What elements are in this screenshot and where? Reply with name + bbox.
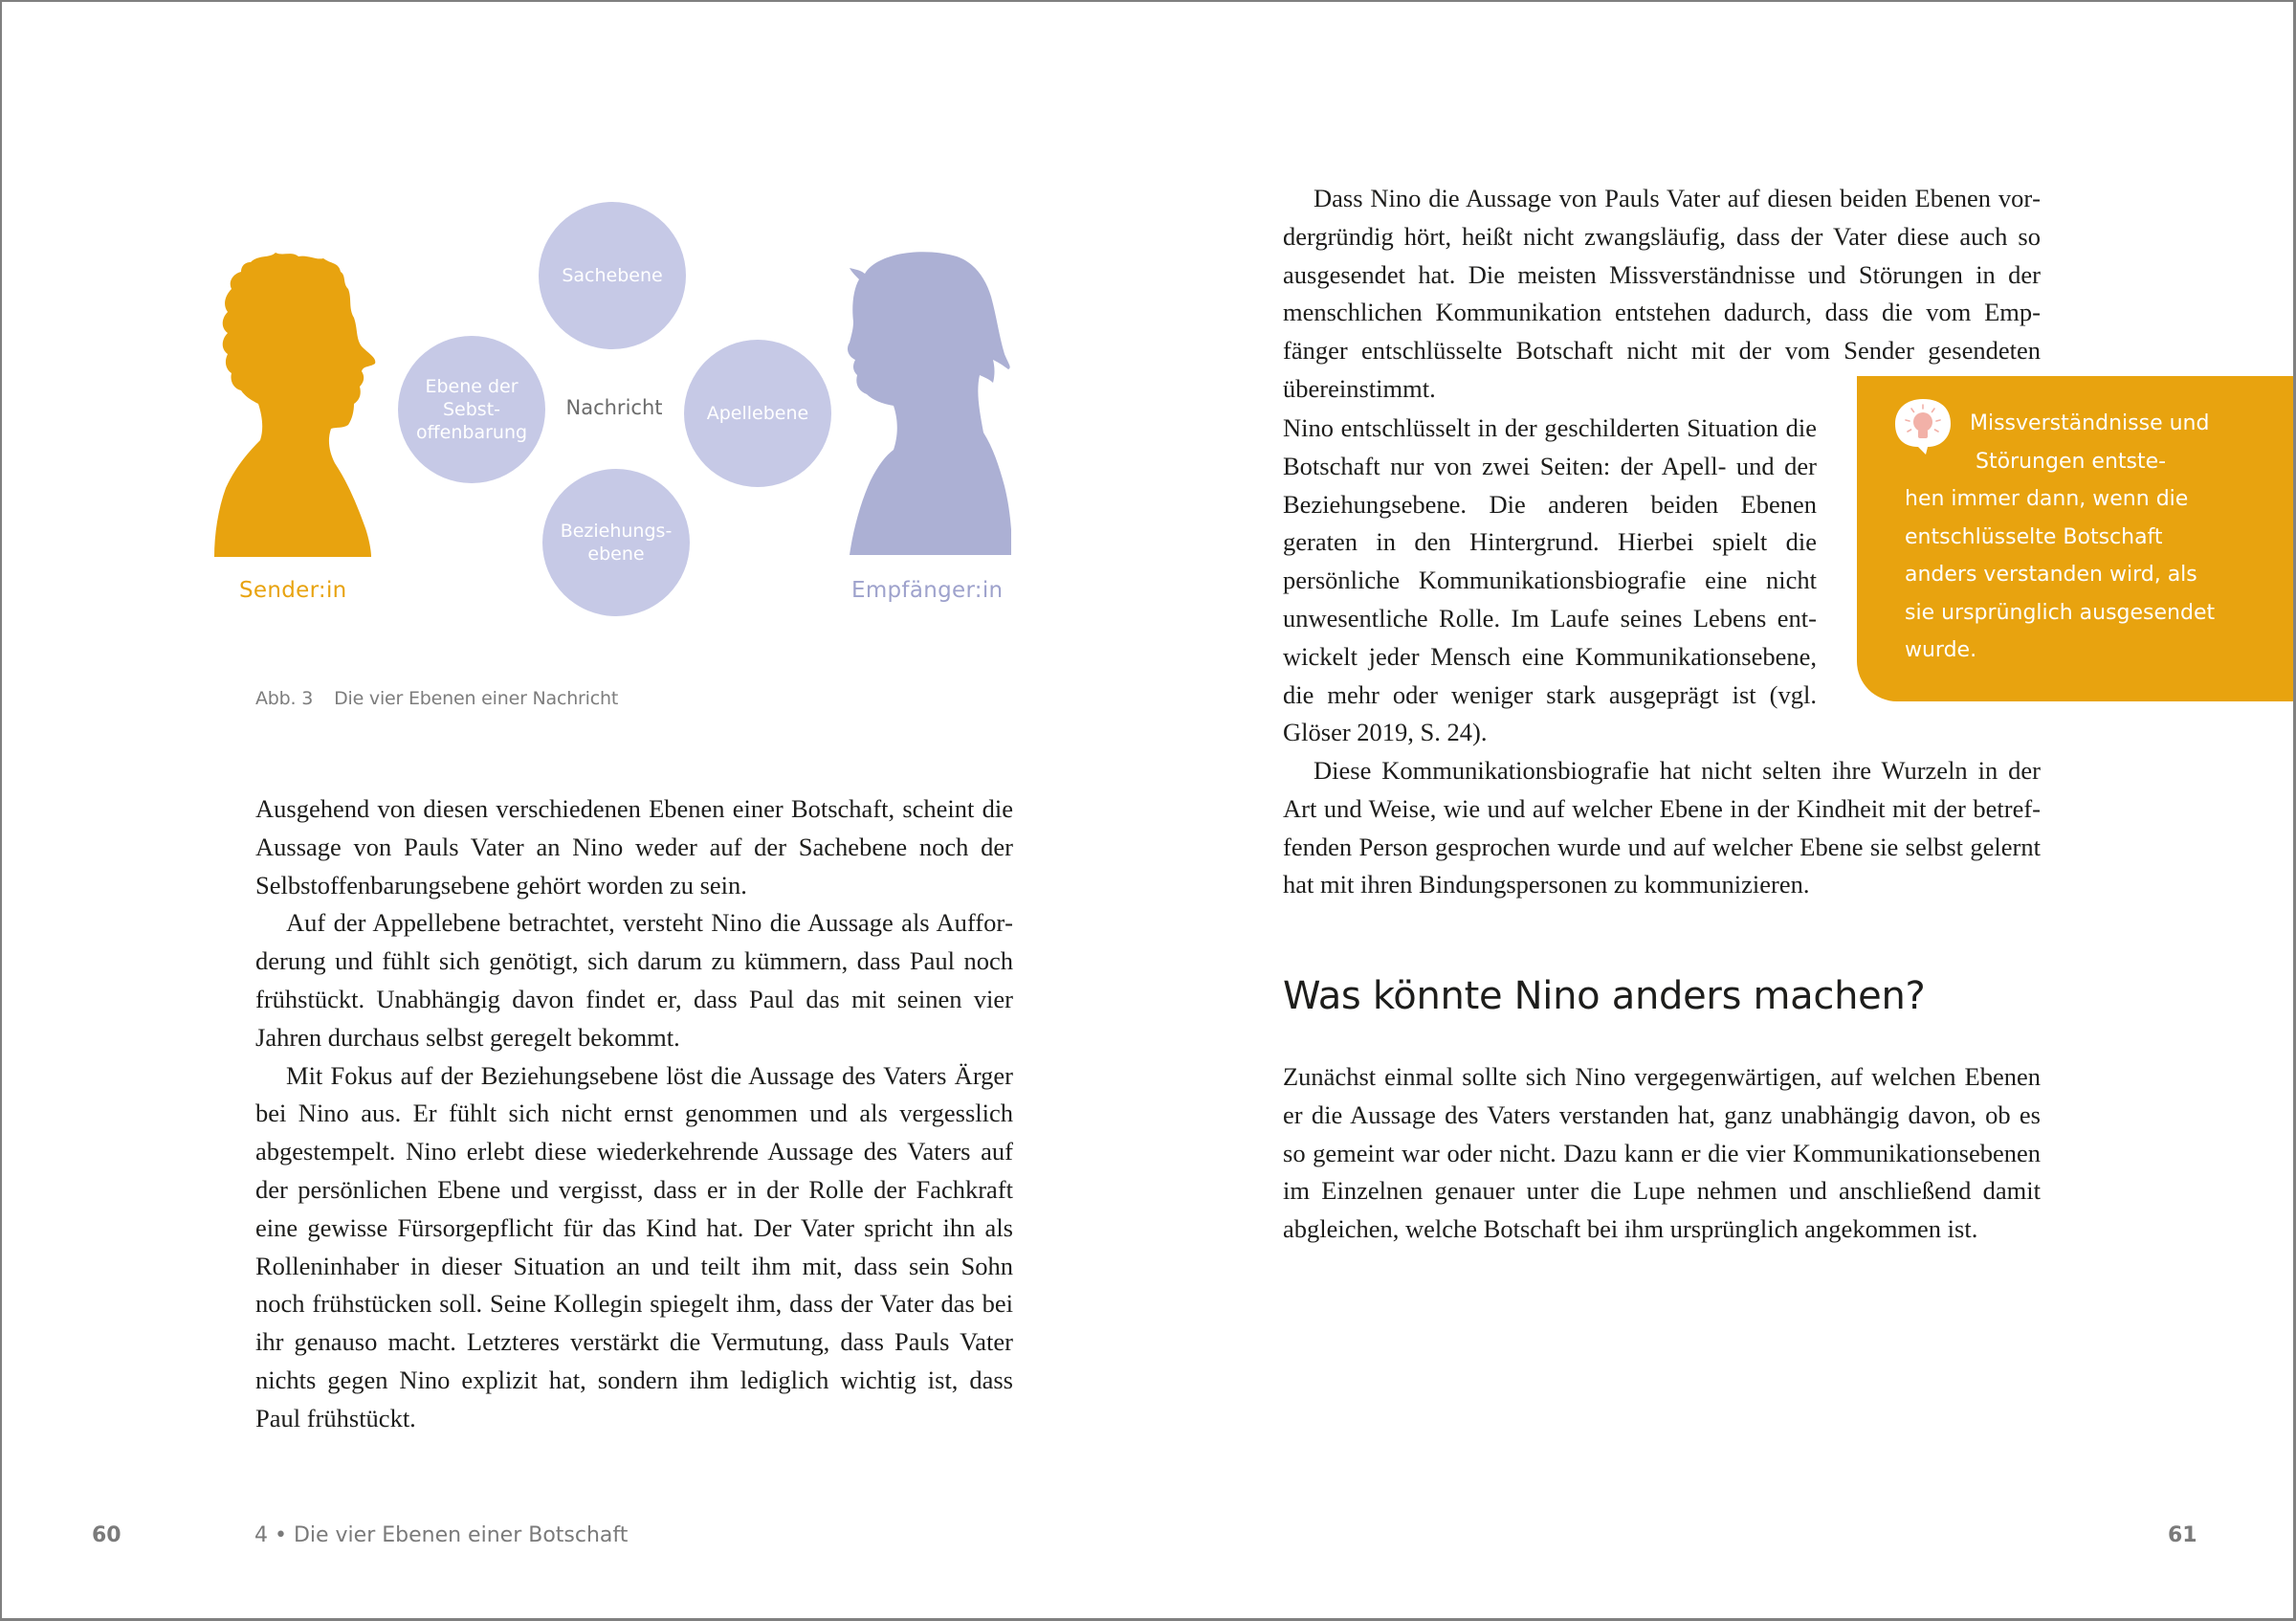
- tip-callout: [1857, 376, 2296, 701]
- sender-label: Sender:in: [239, 578, 347, 603]
- receiver-silhouette-icon: [844, 251, 1011, 557]
- level-circle-apellebene: Apellebene: [684, 340, 831, 487]
- receiver-label: Empfänger:in: [851, 578, 1004, 603]
- paragraph: Nino entschlüsselt in der geschilderten Situation die Botschaft nur von zwei Seiten: der Apell- und der Beziehungsebene. Die anderen beiden Ebenen geraten in den Hintergrund. Hierbei spielt die persönliche Kommunikationsbiografie eine nicht unwesentliche Rolle. Im Laufe seines Lebens entwickelt jeder Mensch eine Kommunikationsebene, die mehr oder weniger stark ausgeprägt ist (vgl. Glöser 2019, S. 24).: [1283, 413, 1817, 747]
- callout-line: Missverständnisse und: [1970, 411, 2210, 435]
- right-intro-text: [1283, 180, 2041, 409]
- caption-text: Die vier Ebenen einer Nachricht: [334, 688, 619, 709]
- paragraph: Dass Nino die Aussage von Pauls Vater auf diesen beiden Ebenen vordergründig hört, heißt nicht zwangsläufig, dass der Vater diese auch so ausgesendet hat. Die meisten Missverständnisse und Störungen in der menschlichen Kommunikation entstehen dadurch, dass die vom Empfänger entschlüsselte Botschaft nicht mit der vom Sender gesendeten übereinstimmt.: [1283, 184, 2041, 403]
- callout-line: wurde.: [1905, 638, 1977, 662]
- level-circle-selbstoffenbarung: Ebene der Sebst- offenbarung: [398, 336, 545, 483]
- left-body-text: [255, 790, 1013, 1438]
- right-biography-text: [1283, 752, 2041, 904]
- callout-line: entschlüsselte Botschaft: [1905, 524, 2163, 549]
- paragraph: Auf der Appellebene betrachtet, versteht Nino die Aussage als Aufforderung und fühlt sich genötigt, sich darum zu kümmern, dass Paul noch frühstückt. Unabhängig davon findet er, dass Paul das mit seinen vier Jahren durchaus selbst geregelt bekommt.: [255, 908, 1013, 1052]
- paragraph: Ausgehend von diesen verschiedenen Ebenen einer Botschaft, scheint die Aussage von Pauls Vater an Nino weder auf der Sachebene noch der Selbstoffenbarungsebene gehört worden zu sein.: [255, 794, 1013, 899]
- paragraph: Zunächst einmal sollte sich Nino vergegenwärtigen, auf welchen Ebenen er die Aussage des Vaters verstanden hat, ganz unabhängig davon, ob es so gemeint war oder nicht. Dazu kann er die vier Kommunikationsebenen im Einzelnen genauer unter die Lupe nehmen und anschließend damit abgleichen, welche Botschaft bei ihm ursprünglich angekommen ist.: [1283, 1062, 2041, 1244]
- caption-number: Abb. 3: [255, 688, 314, 709]
- paragraph: Mit Fokus auf der Beziehungsebene löst die Aussage des Vaters Ärger bei Nino aus. Er fühlt sich nicht ernst genommen und als vergesslich abgestempelt. Nino erlebt diese wiederkehrende Aussage des Vaters auf der persönlichen Ebene und vergisst, dass er in der Rolle der Fachkraft eine gewisse Fürsorgepflicht für das Kind hat. Der Vater spricht ihn als Rolleninhaber in dieser Situation an und teilt ihm mit, dass sein Sohn noch frühstücken soll. Seine Kollegin spiegelt ihm, dass der Vater das bei ihr genauso macht. Letzteres verstärkt die Vermutung, dass Pauls Vater nichts gegen Nino explizit hat, sondern ihm lediglich wichtig ist, dass Paul frühstückt.: [255, 1060, 1013, 1432]
- page-number-left: 60: [92, 1523, 121, 1547]
- callout-line: anders verstanden wird, als: [1905, 563, 2197, 587]
- level-circle-beziehungsebene: Beziehungs- ebene: [542, 469, 690, 616]
- level-circle-sachebene: Sachebene: [539, 202, 686, 349]
- callout-line: sie ursprünglich ausgesendet: [1905, 600, 2216, 625]
- paragraph: Diese Kommunikationsbiografie hat nicht selten ihre Wurzeln in der Art und Weise, wie und auf welcher Ebene in der Kindheit mit der betreffenden Person gesprochen wurde und auf welcher Ebene sie selbst gelernt hat mit ihren Bindungspersonen zu kommunizieren.: [1283, 756, 2041, 899]
- right-section-text: [1283, 1058, 2041, 1249]
- page-number-right: 61: [2168, 1523, 2197, 1547]
- callout-text: [1905, 405, 2268, 670]
- right-narrow-text: [1283, 410, 1817, 752]
- figure-four-levels: [0, 0, 1148, 727]
- section-heading: Was könnte Nino anders machen?: [1283, 974, 1926, 1018]
- callout-line: Störungen entste-: [1976, 449, 2167, 474]
- callout-line: hen immer dann, wenn die: [1905, 487, 2189, 511]
- figure-caption: [255, 688, 618, 709]
- center-label-nachricht: Nachricht: [565, 396, 663, 419]
- running-head: 4 • Die vier Ebenen einer Botschaft: [254, 1523, 629, 1547]
- sender-silhouette-icon: [212, 251, 380, 557]
